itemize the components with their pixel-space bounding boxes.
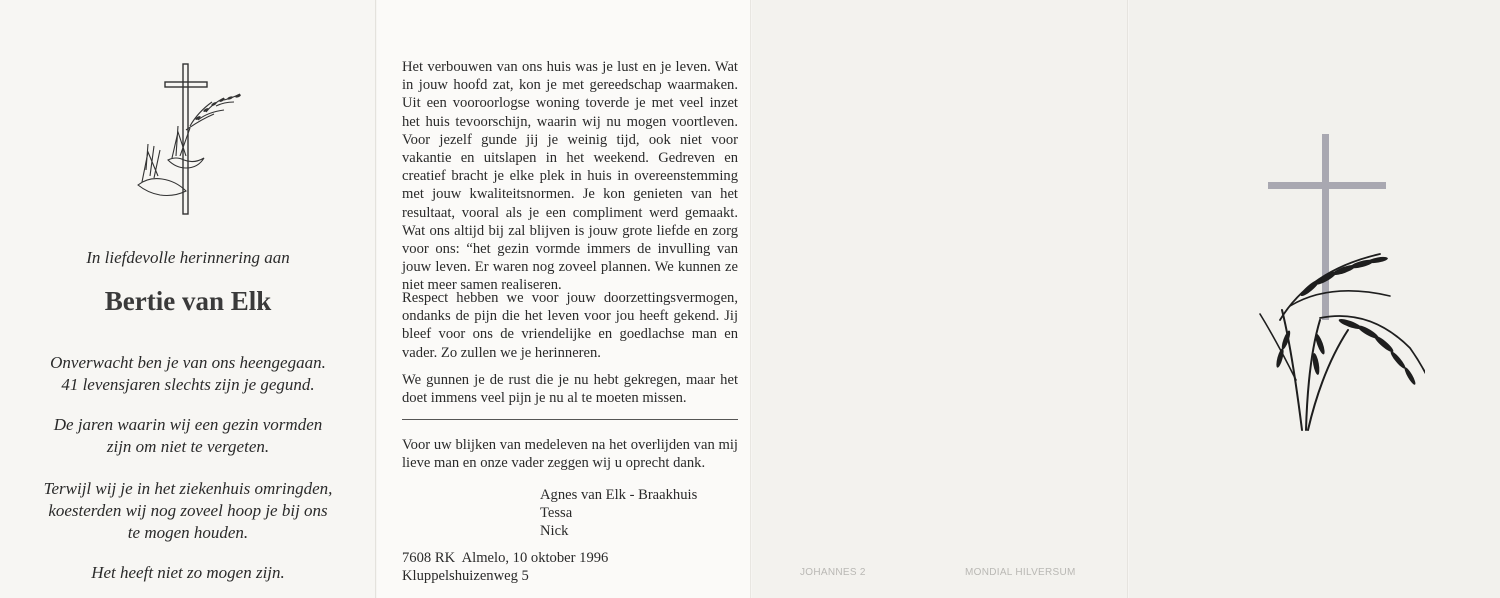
family-member: Agnes van Elk - Braakhuis [540, 487, 698, 503]
cross-with-dove-icon [128, 60, 268, 220]
verse-line: De jaren waarin wij een gezin vormden [53, 415, 323, 434]
verse-stanza-4 [0, 562, 376, 584]
intro-line: In liefdevolle herinnering aan [86, 248, 290, 267]
cross-with-wheat-icon [1250, 130, 1425, 435]
tribute-paragraph-2: Respect hebben we voor jouw doorzettingsvermogen, ondanks de pijn die het leven voor jou heeft gekend. Jij bleef voor ons de vriendelijke en goedlachse man en vader. Zo zullen we je herinneren. [402, 290, 738, 361]
verse-stanza-3 [0, 478, 376, 544]
divider-line [402, 419, 738, 420]
blank-inner-panel [752, 0, 1128, 598]
printer-mark-left: JOHANNES 2 [800, 567, 866, 578]
address-line: 7608 RK Almelo, 10 oktober 1996 [402, 550, 609, 566]
family-signatures [540, 486, 697, 541]
tribute-paragraph-1: Het verbouwen van ons huis was je lust en je leven. Wat in jouw hoofd zat, kon je met gereedschap waarmaken. Uit een vooroorlogse woning toverde je met veel inzet het huis tevoorschijn, waarin wij nu mogen voortleven. Voor jezelf gunde jij je weinig tijd, ook niet voor vakantie en uitslapen in het weekend. Gedreven en creatief bracht je elke plek in huis in overeenstemming met jouw kwaliteitsnormen. Je kon genieten van het resultaat, vooral als je een compliment werd gemaakt. Wat ons altijd bij zal blijven is jouw grote liefde en zorg voor ons: “het gezin vormde immers de invulling van jouw leven. Er waren nog zoveel plannen. We kunnen ze niet meer samen realiseren. [402, 59, 738, 294]
verse-line: zijn om niet te vergeten. [106, 437, 270, 456]
family-member: Tessa [540, 505, 573, 522]
address-block [402, 549, 608, 585]
verse-line: Het heeft niet zo mogen zijn. [91, 563, 285, 582]
verse-stanza-1 [0, 352, 376, 396]
verse-line: 41 levensjaren slechts zijn je gegund. [61, 375, 315, 394]
thanks-text: Voor uw blijken van medeleven na het overlijden van mij lieve man en onze vader zeggen wij u oprecht dank. [402, 437, 738, 472]
tribute-panel [377, 0, 751, 598]
verse-line: koesterden wij nog zoveel hoop je bij ons [48, 501, 328, 520]
verse-line: te mogen houden. [127, 523, 249, 542]
verse-line: Terwijl wij je in het ziekenhuis omringden, [43, 479, 333, 498]
verse-stanza-2 [0, 414, 376, 458]
family-member: Nick [540, 523, 569, 540]
tribute-paragraph-3: We gunnen je de rust die je nu hebt gekregen, maar het doet immens veel pijn je nu al te moeten missen. [402, 372, 738, 407]
front-panel [0, 0, 376, 598]
printer-mark-right: MONDIAL HILVERSUM [965, 567, 1076, 578]
deceased-name: Bertie van Elk [104, 286, 272, 316]
address-line: Kluppelshuizenweg 5 [402, 568, 529, 585]
verse-line: Onverwacht ben je van ons heengegaan. [50, 353, 326, 372]
